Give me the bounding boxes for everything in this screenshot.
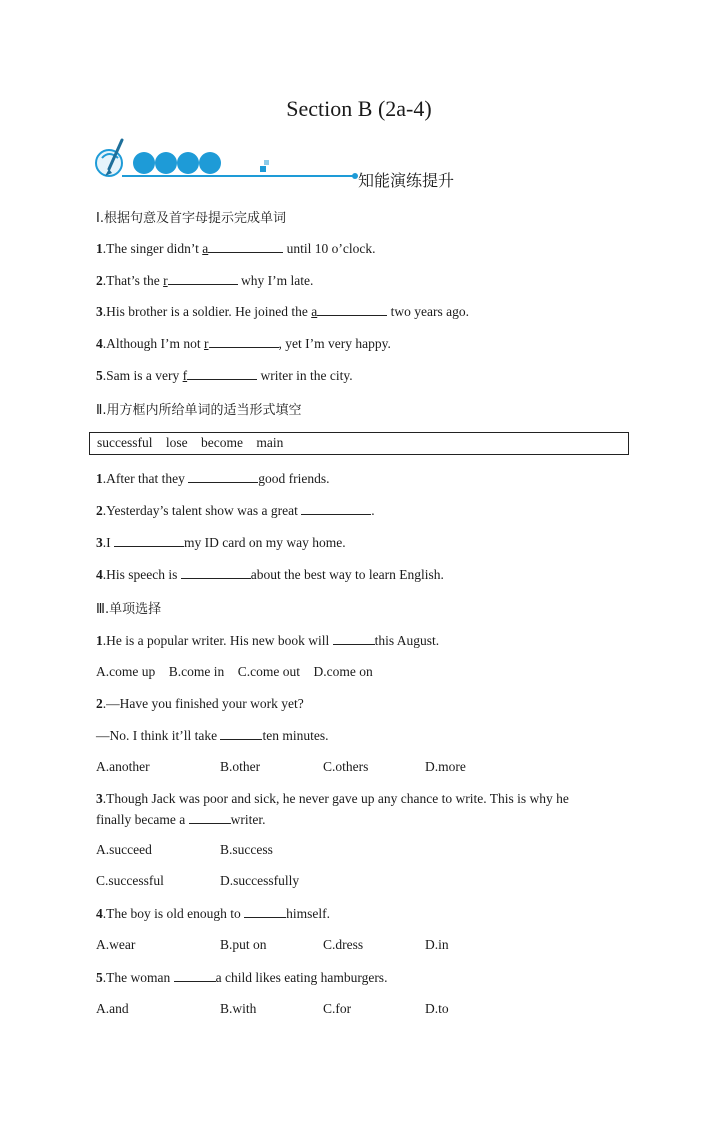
s3-question-2: 2.—Have you finished your work yet? bbox=[96, 696, 304, 711]
s2-question-3: 3.I my ID card on my way home. bbox=[96, 535, 346, 550]
word-bank-box bbox=[89, 432, 629, 455]
section-2-heading: Ⅱ.用方框内所给单词的适当形式填空 bbox=[96, 403, 302, 418]
option-d[interactable]: D.successfully bbox=[220, 873, 300, 888]
s3-question-3-line2: finally became a writer. bbox=[96, 812, 266, 827]
answer-blank[interactable] bbox=[244, 905, 286, 918]
s3-question-2-line2: —No. I think it’ll take ten minutes. bbox=[96, 728, 329, 743]
section-3-heading: Ⅲ.单项选择 bbox=[96, 602, 162, 617]
answer-blank[interactable] bbox=[114, 534, 184, 547]
option-c[interactable]: C.dress bbox=[323, 937, 364, 952]
answer-blank[interactable] bbox=[168, 272, 238, 285]
answer-blank[interactable] bbox=[209, 335, 279, 348]
answer-blank[interactable] bbox=[333, 632, 375, 645]
option-b[interactable]: B.other bbox=[220, 759, 261, 774]
option-a[interactable]: A.wear bbox=[96, 937, 136, 952]
s1-question-4: 4.Although I’m not r , yet I’m very happy. bbox=[96, 336, 391, 351]
answer-blank[interactable] bbox=[174, 969, 216, 982]
answer-blank[interactable] bbox=[189, 811, 231, 824]
answer-blank[interactable] bbox=[220, 727, 262, 740]
option-d[interactable]: D.in bbox=[425, 937, 449, 952]
word-bank-item: successful bbox=[97, 435, 153, 450]
answer-blank[interactable] bbox=[317, 303, 387, 316]
word-bank-item: main bbox=[256, 435, 284, 450]
s3-question-1: 1.He is a popular writer. His new book will this August. bbox=[96, 633, 440, 648]
s2-question-2: 2.Yesterday’s talent show was a great . bbox=[96, 503, 375, 518]
word-bank-item: become bbox=[200, 435, 243, 450]
option-d[interactable]: D.come on bbox=[313, 664, 373, 679]
s1-question-5: 5.Sam is a very f writer in the city. bbox=[96, 368, 353, 383]
option-b[interactable]: B.come in bbox=[168, 664, 225, 679]
answer-blank[interactable] bbox=[187, 367, 257, 380]
option-a[interactable]: A.come up bbox=[96, 664, 156, 679]
option-d[interactable]: D.more bbox=[425, 759, 466, 774]
option-b[interactable]: B.put on bbox=[220, 937, 267, 952]
option-c[interactable]: C.others bbox=[323, 759, 369, 774]
section-1-heading: Ⅰ.根据句意及首字母提示完成单词 bbox=[96, 211, 286, 226]
option-c[interactable]: C.successful bbox=[96, 873, 164, 888]
page-title: Section B (2a-4) bbox=[286, 96, 432, 121]
answer-blank[interactable] bbox=[301, 502, 371, 515]
s1-question-2: 2.That’s the r why I’m late. bbox=[96, 273, 314, 288]
answer-blank[interactable] bbox=[208, 240, 283, 253]
option-b[interactable]: B.success bbox=[220, 842, 273, 857]
option-c[interactable]: C.for bbox=[323, 1001, 352, 1016]
option-a[interactable]: A.and bbox=[96, 1001, 129, 1016]
s3-q1-options bbox=[96, 664, 373, 680]
s1-question-1: 1.The singer didn’t a until 10 o’clock. bbox=[96, 241, 376, 256]
s2-question-4: 4.His speech is about the best way to learn English. bbox=[96, 567, 444, 582]
word-bank-item: lose bbox=[165, 435, 188, 450]
option-a[interactable]: A.another bbox=[96, 759, 150, 774]
option-b[interactable]: B.with bbox=[220, 1001, 257, 1016]
s3-question-3: 3.Though Jack was poor and sick, he never gave up any chance to write. This is why he bbox=[96, 791, 569, 806]
answer-blank[interactable] bbox=[181, 566, 251, 579]
s1-question-3: 3.His brother is a soldier. He joined the a two years ago. bbox=[96, 304, 469, 319]
option-d[interactable]: D.to bbox=[425, 1001, 449, 1016]
answer-blank[interactable] bbox=[188, 470, 258, 483]
option-c[interactable]: C.come out bbox=[237, 664, 300, 679]
option-a[interactable]: A.succeed bbox=[96, 842, 152, 857]
s3-question-5: 5.The woman a child likes eating hamburgers. bbox=[96, 970, 388, 985]
s3-question-4: 4.The boy is old enough to himself. bbox=[96, 906, 330, 921]
banner-label: 知能演练提升 bbox=[358, 171, 455, 190]
s2-question-1: 1.After that they good friends. bbox=[96, 471, 330, 486]
